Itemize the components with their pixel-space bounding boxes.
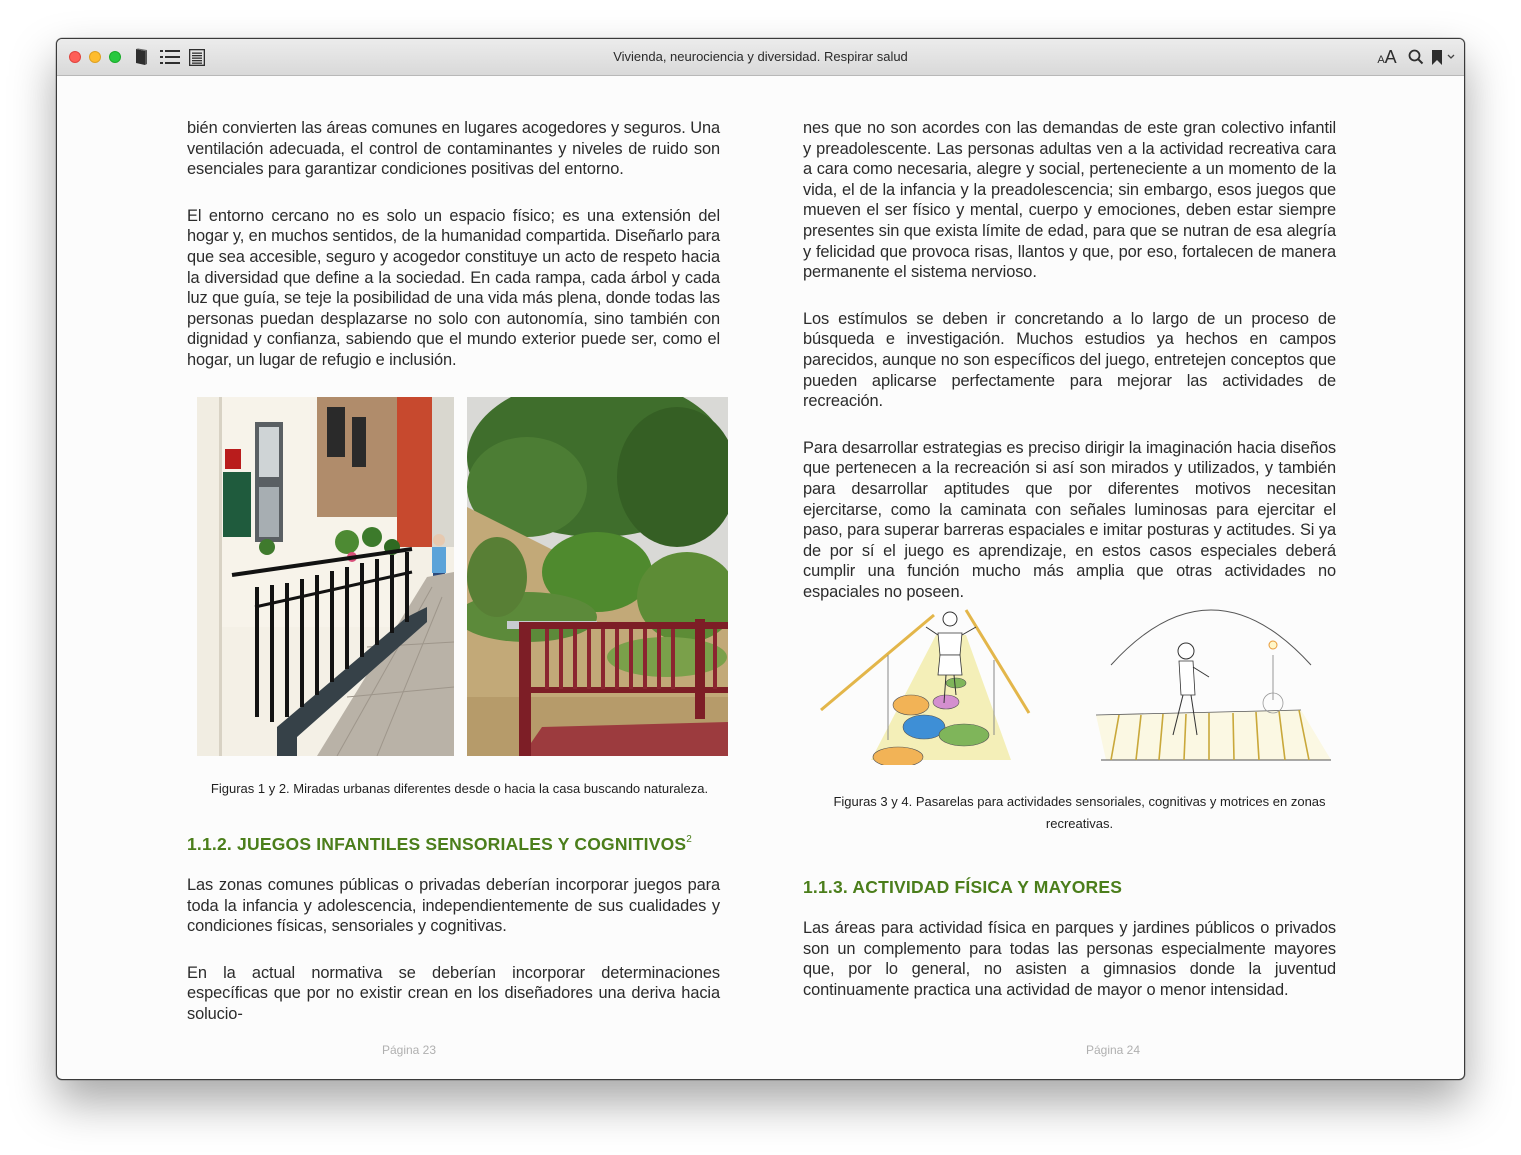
- section-1-1-3-body: [803, 918, 1336, 1026]
- zoom-window-button[interactable]: [109, 51, 121, 63]
- figure-1-street-photo: [197, 397, 454, 756]
- font-size-icon[interactable]: A A: [1377, 46, 1397, 67]
- library-icon[interactable]: [133, 48, 149, 66]
- paragraph: El entorno cercano no es solo un espacio físico; es una extensión del hogar y, en muchos sentidos, de la humanidad compartida. Diseñarlo para que sea accesible, seguro y acogedor constituye un acto de respeto hacia la diversidad que define a la sociedad. En cada rampa, cada árbol y cada luz que guía, se teje la posibilidad de una vida más plena, donde todas las personas puedan desplazarse no solo con autonomía, sino también con dignidad y confianza, sabiendo que el mundo exterior puede ser, como el hogar, un lugar de refugio e inclusión.: [187, 206, 720, 369]
- window-title: Vivienda, neurociencia y diversidad. Respirar salud: [613, 49, 908, 64]
- page-number: Página 23: [381, 1043, 437, 1057]
- left-page: [57, 75, 761, 1079]
- chevron-down-icon[interactable]: [1446, 48, 1456, 66]
- figure-caption: Figuras 3 y 4. Pasarelas para actividades sensoriales, cognitivas y motrices en zonas recreativas.: [833, 794, 1326, 831]
- paragraph: bién convierten las áreas comunes en lugares acogedores y seguros. Una ventilación adecuada, el control de contaminantes y niveles de ruido son esenciales para garantizar condiciones positivas del entorno.: [187, 119, 720, 179]
- section-heading-text: 1.1.3. ACTIVIDAD FÍSICA Y MAYORES: [803, 877, 1123, 897]
- paragraph: Las áreas para actividad física en parques y jardines públicos o privados son un complemento para todas las personas especialmente mayores que, por lo general, no asisten a gimnasios donde la juventud continuamente practica una actividad de mayor o menor intensidad.: [803, 919, 1336, 999]
- page-number: Página 24: [1085, 1043, 1141, 1057]
- title-bar: [57, 39, 1464, 76]
- figure-3-sensory-walkway-sketch: [816, 595, 1031, 765]
- section-heading-text: 1.1.2. JUEGOS INFANTILES SENSORIALES Y COGNITIVOS: [187, 834, 687, 854]
- search-icon[interactable]: [1407, 48, 1425, 66]
- paragraph: En la actual normativa se deberían incorporar determinaciones específicas que por no existir crean en los diseñadores una deriva hacia solucio-: [187, 963, 720, 1023]
- paragraph: nes que no son acordes con las demandas de este gran colectivo infantil y preadolescente. Las personas adultas ven a la actividad recreativa cara a cara como necesaria, alegre y social, perteneciente a un momento de la vida, el de la infancia y la preadolescencia; sin embargo, esos juegos que mueven el ser físico y mental, cuerpo y emociones, deben estar siempre presentes sin que exista límite de edad, para que se nutran de esa alegría y felicidad que provoca risas, llantos y que, por eso, fortalecen de manera permanente el sistema nervioso.: [803, 119, 1336, 282]
- bookmark-icon[interactable]: [1431, 48, 1443, 66]
- figure-2-garden-photo: [467, 397, 728, 756]
- footnote-marker[interactable]: 2: [686, 834, 692, 845]
- table-of-contents-icon[interactable]: [159, 48, 181, 66]
- page-view-icon[interactable]: [188, 48, 206, 66]
- section-1-1-2-body: [187, 875, 720, 1051]
- section-heading-1-1-3: [803, 877, 1363, 898]
- left-page-content: [187, 118, 720, 397]
- section-heading-1-1-2: [187, 834, 747, 855]
- paragraph: Las zonas comunes públicas o privadas deberían incorporar juegos para toda la infancia y adolescencia, independientemente de sus cualidades y condiciones físicas, sensoriales y cognitivas.: [187, 876, 720, 936]
- book-reader-window: [56, 38, 1465, 1080]
- close-window-button[interactable]: [69, 51, 81, 63]
- right-page: [761, 75, 1465, 1079]
- figure-4-light-boardwalk-sketch: [1091, 595, 1331, 765]
- paragraph: Los estímulos se deben ir concretando a lo largo de un proceso de búsqueda e investigación. Muchos estudios ya hechos en campos parecidos, aunque no son específicos del juego, entretejen conceptos que pueden aplicarse perfectamente para mejorar las actividades de recreación.: [803, 309, 1336, 411]
- figure-caption: Figuras 1 y 2. Miradas urbanas diferentes desde o hacia la casa buscando naturaleza.: [210, 781, 709, 796]
- minimize-window-button[interactable]: [89, 51, 101, 63]
- right-page-content: [803, 118, 1336, 628]
- paragraph: Para desarrollar estrategias es preciso dirigir la imaginación hacia diseños que pertenecen a la recreación si así son mirados y utilizados, y también para desarrollar aptitudes que por diferentes motivos necesitan ejercitarse, como la caminata con señales luminosas para ejercitar el paso, para superar barreras espaciales e imitar posturas y actitudes. Si ya de por sí el juego es aprendizaje, en estos casos especiales deberá cumplir una función mucho más amplia que otras actividades no espaciales no poseen.: [803, 438, 1336, 601]
